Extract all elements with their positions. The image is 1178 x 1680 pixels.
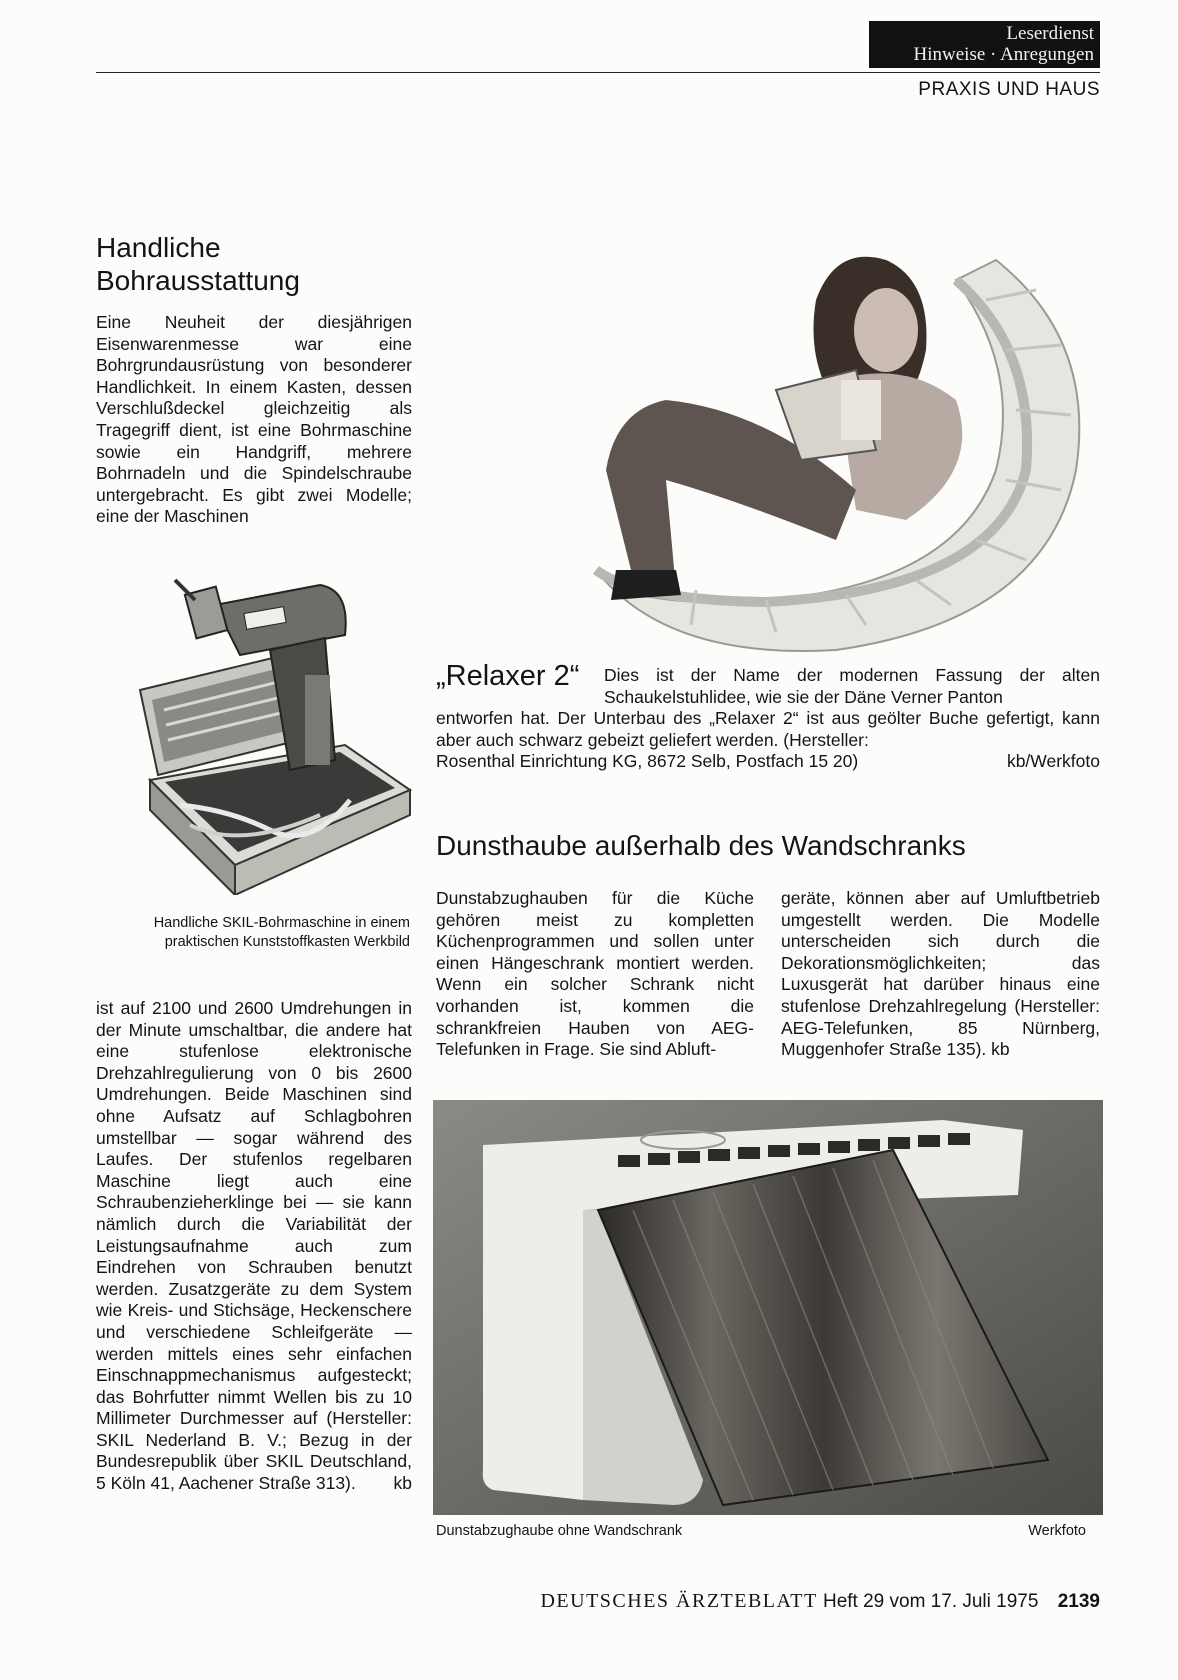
hood-column-1 — [436, 888, 754, 1061]
drill-headline-line-2: Bohrausstattung — [96, 265, 300, 296]
header-rule — [96, 72, 1100, 73]
hood-credit: Werkfoto — [1028, 1523, 1086, 1539]
hood-column-2 — [781, 888, 1100, 1061]
hood-column-1-text: Dunstabzughauben für die Küche gehören meist zu kompletten Küchenprogrammen und sollen unter einen Hängeschrank montiert werden. Wenn ein solcher Schrank nicht vorhanden ist, kommen die schrankfreien Hauben von AEG-Telefunken in Frage. Sie sind Abluft- — [436, 888, 754, 1060]
drill-text-part-2 — [96, 998, 412, 1495]
relaxer-photo — [436, 240, 1100, 660]
drill-headline-line-1: Handliche — [96, 232, 221, 263]
badge-line-2: Hinweise · Anregungen — [913, 44, 1094, 65]
relaxer-line-1: Dies ist der Name der modernen Fassung der alten Schaukelstuhlidee, wie sie der Däne Verner Panton — [604, 665, 1100, 707]
badge-line-1: Leserdienst — [1006, 23, 1094, 44]
relaxer-title: „Relaxer 2“ — [436, 660, 580, 692]
drill-headline — [96, 231, 426, 297]
hood-caption-row — [436, 1522, 1086, 1541]
drill-paragraph-2-text: ist auf 2100 und 2600 Umdrehungen in der Minute umschaltbar, die andere hat eine stufenlose elektronische Drehzahlregulierung von 0 bis 2600 Umdrehungen. Beide Maschinen sind ohne Aufsatz auf Schlagbohren umstellbar — sogar während des Laufes. Der stufenlos regelbaren Maschine liegt auch eine Schraubenzieherklinge bei — sie kann nämlich durch die Variabilität der Leistungsaufnahme auch zum Eindrehen von Schrauben benutzt werden. Zusatzgeräte zu dem System wie Kreis- und Stichsäge, Heckenschere und verschiedene Schleifgeräte — werden mittels eines sehr einfachen Einschnappmechanismus aufgesteckt; das Bohrfutter nimmt Wellen bis zu 10 Millimeter Durchmesser auf (Hersteller: SKIL Nederland B. V.; Bezug in der Bundesrepublik über SKIL Deutschland, 5 Köln 41, Aachener Straße 313). — [96, 998, 412, 1494]
drill-paragraph-1: Eine Neuheit der diesjährigen Eisenwarenmesse war eine Bohrgrundausrüstung von besonderer Handlichkeit. In einem Kasten, dessen Verschlußdeckel gleichzeitig als Tragegriff dient, ist eine Bohrmaschine sowie ein Handgriff, mehrere Bohrnadeln und die Spindelschraube untergebracht. Es gibt zwei Modelle; eine der Maschinen — [96, 312, 412, 527]
page-number: 2139 — [1057, 1591, 1100, 1612]
relaxer-body — [436, 665, 1100, 773]
page-footer — [420, 1590, 1100, 1613]
drill-text-part-1 — [96, 312, 412, 528]
relaxer-last-line — [436, 751, 1100, 773]
drill-signature: kb — [393, 1473, 412, 1494]
relaxer-line-2: entworfen hat. Der Unterbau des „Relaxer 2“ ist aus geölter Buche gefertigt, kann aber auch schwarz gebeizt geliefert werden. (Hersteller: — [436, 708, 1100, 750]
drill-photo — [120, 560, 420, 895]
drill-caption: Handliche SKIL-Bohrmaschine in einem praktischen Kunststoffkasten Werkbild — [153, 915, 410, 950]
drill-paragraph-2 — [96, 998, 412, 1495]
relaxer-line-3: Rosenthal Einrichtung KG, 8672 Selb, Postfach 15 20) — [436, 751, 859, 771]
issue-info: Heft 29 vom 17. Juli 1975 — [822, 1591, 1039, 1612]
hood-headline: Dunsthaube außerhalb des Wandschranks — [436, 830, 966, 861]
journal-name: DEUTSCHES ÄRZTEBLATT — [540, 1590, 818, 1612]
section-badge — [869, 21, 1100, 68]
hood-caption: Dunstabzughaube ohne Wandschrank — [436, 1523, 683, 1539]
hood-column-2-text: geräte, können aber auf Umluftbetrieb umgestellt werden. Die Modelle unterscheiden sich durch die Dekorationsmöglichkeiten; das Luxusgerät hat darüber hinaus eine stufenlose Drehzahlregelung (Hersteller: AEG-Telefunken, 85 Nürnberg, Muggenhofer Straße 135). kb — [781, 888, 1100, 1060]
hood-photo — [433, 1100, 1103, 1515]
section-label: PRAXIS UND HAUS — [918, 79, 1100, 100]
relaxer-credit: kb/Werkfoto — [1006, 751, 1100, 771]
